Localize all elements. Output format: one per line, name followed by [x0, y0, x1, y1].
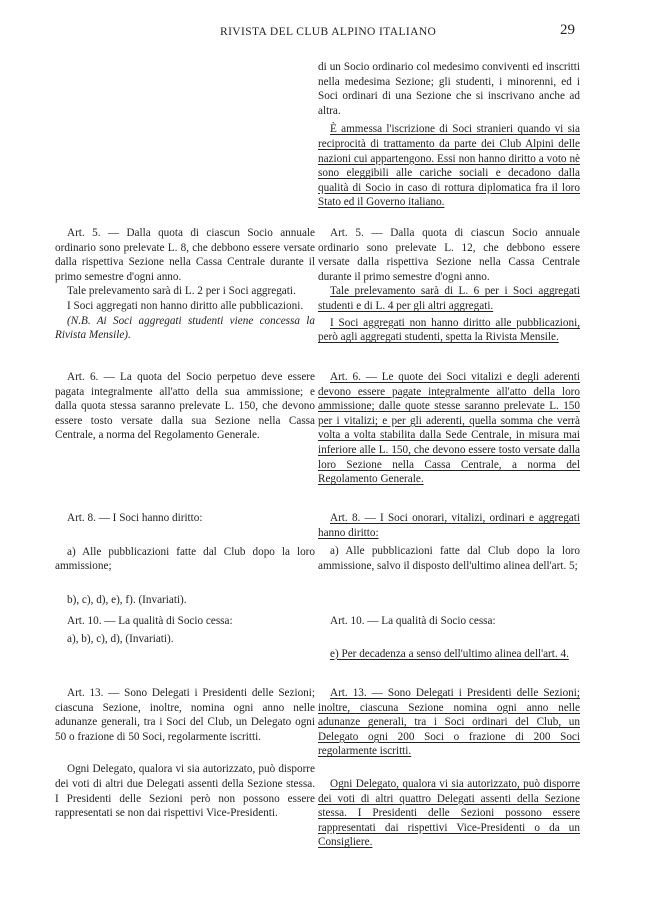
right-art13 [318, 686, 580, 850]
right-art5-p2: Tale prelevamento sarà di L. 6 per i Soci aggregati studenti e di L. 4 per gli altri aggregati. [318, 285, 580, 312]
right-art13-p1: Art. 13. — Sono Delegati i Presidenti delle Sezioni; inoltre, ciascuna Sezione nomina ogni anno nelle adunanze generali, tra i Soci ordinari del Club, un Delegato ogni 200 Soci o frazione di 200 Soci regolarmente iscritti. [318, 687, 580, 758]
left-art10-p1: Art. 10. — La qualità di Socio cessa: [67, 615, 233, 627]
journal-title: RIVISTA DEL CLUB ALPINO ITALIANO [220, 26, 437, 38]
right-column-new-text [318, 0, 580, 900]
right-art6 [318, 370, 580, 487]
right-art6-p1: Art. 6. — Le quote dei Soci vitalizi e degli aderenti devono essere pagate integralmente all'atto della loro ammissione; dalle quote stesse saranno prelevate L. 150 per i vitalizi; e per gli aderenti, quella somma che verrà volta a volta stabilita dalla Sede Centrale, in misura mai inferiore alle L. 150, che devono essere tosto versate dalla loro Sezione nella Cassa Centrale, a norma del Regolamento Generale. [318, 371, 580, 486]
right-top-p1: di un Socio ordinario col medesimo conviventi ed inscritti nella medesima Sezione; gli studenti, i minorenni, ed i Soci ordinari di una Sezione che si inscrivano anche ad altra. [318, 61, 580, 117]
left-art5-p3: I Soci aggregati non hanno diritto alle pubblicazioni. [67, 299, 304, 312]
right-art10-p1: Art. 10. — La qualità di Socio cessa: [330, 615, 496, 627]
left-art8-a: a) Alle pubblicazioni fatte dal Club dopo la loro ammissione; [55, 545, 315, 573]
left-art5-p1: Art. 5. — Dalla quota di ciascun Socio annuale ordinario sono prelevate L. 8, che debbono essere versate dalla rispettiva Sezione nella Cassa Centrale durante il primo semestre d'ogni anno. [55, 227, 315, 283]
right-art8-a: a) Alle pubblicazioni fatte dal Club dopo la loro ammissione, salvo il disposto dell'ultimo alinea dell'art. 5; [318, 545, 580, 572]
left-art8-b: b), c), d), e), f). (Invariati). [67, 593, 187, 606]
right-art5 [318, 226, 580, 345]
left-art10-a: a), b), c), d), (Invariati). [67, 632, 174, 645]
left-art13-p2: Ogni Delegato, qualora vi sia autorizzato, può disporre dei voti di altri due Delegati assenti della Sezione stessa. I Presidenti delle Sezioni però non possono essere rappresentati se non dai rispettivi Vice-Presidenti. [55, 763, 315, 820]
left-art10 [55, 614, 315, 646]
right-top-continuation [318, 60, 580, 210]
left-art5-note: (N.B. Ai Soci aggregati studenti viene concessa la Rivista Mensile). [55, 314, 315, 342]
left-art13 [55, 686, 315, 821]
left-art6 [55, 370, 315, 443]
right-art5-p3: I Soci aggregati non hanno diritto alle pubblicazioni, però agli aggregati studenti, spetta la Rivista Mensile. [318, 316, 580, 344]
right-art5-p1: Art. 5. — Dalla quota di ciascun Socio annuale ordinario sono prelevate L. 12, che debbono essere versate dalla rispettiva Sezione nella Cassa Centrale durante il primo semestre d'ogni anno. [318, 227, 580, 283]
left-art8-p1: Art. 8. — I Soci hanno diritto: [67, 512, 203, 524]
right-art8 [318, 511, 580, 573]
left-art6-p1: Art. 6. — La quota del Socio perpetuo deve essere pagata integralmente all'atto della sua ammissione; e dalla quota stessa saranno prelevate L. 150, che devono essere tosto versate dalla sua Sezione nella Cassa Centrale, a norma del Regolamento Generale. [55, 371, 315, 442]
page-number: 29 [560, 22, 575, 38]
left-art8 [55, 511, 315, 607]
right-art8-p1: Art. 8. — I Soci onorari, vitalizi, ordinari e aggregati hanno diritto: [318, 512, 580, 539]
left-art13-p1: Art. 13. — Sono Delegati i Presidenti delle Sezioni; ciascuna Sezione, inoltre, nomina ogni anno nelle adunanze generali, tra i Soci del Club, un Delegato ogni 50 o frazione di 50 Soci, regolarmente iscritti. [55, 687, 315, 743]
right-top-p2: È ammessa l'iscrizione di Soci stranieri quando vi sia reciprocità di trattamento da parte dei Club Alpini delle nazioni cui appartengono. Essi non hanno diritto a voto nè sono eleggibili alle cariche sociali e decadono dalla qualità di Socio in caso di rottura diplomatica fra il loro Stato ed il Governo italiano. [318, 123, 580, 209]
right-art13-p2: Ogni Delegato, qualora vi sia autorizzato, può disporre dei voti di altri quattro Delegati assenti della Sezione stessa. I Presidenti delle Sezioni possono essere rappresentati dai rispettivi Vice-Presidenti o da un Consigliere. [318, 777, 580, 849]
right-art10-e: e) Per decadenza a senso dell'ultimo alinea dell'art. 4. [330, 647, 569, 660]
left-art5-p2: Tale prelevamento sarà di L. 2 per i Soci aggregati. [67, 285, 296, 298]
right-art10 [318, 614, 580, 661]
left-art5 [55, 226, 315, 343]
left-column-old-text [55, 0, 315, 900]
